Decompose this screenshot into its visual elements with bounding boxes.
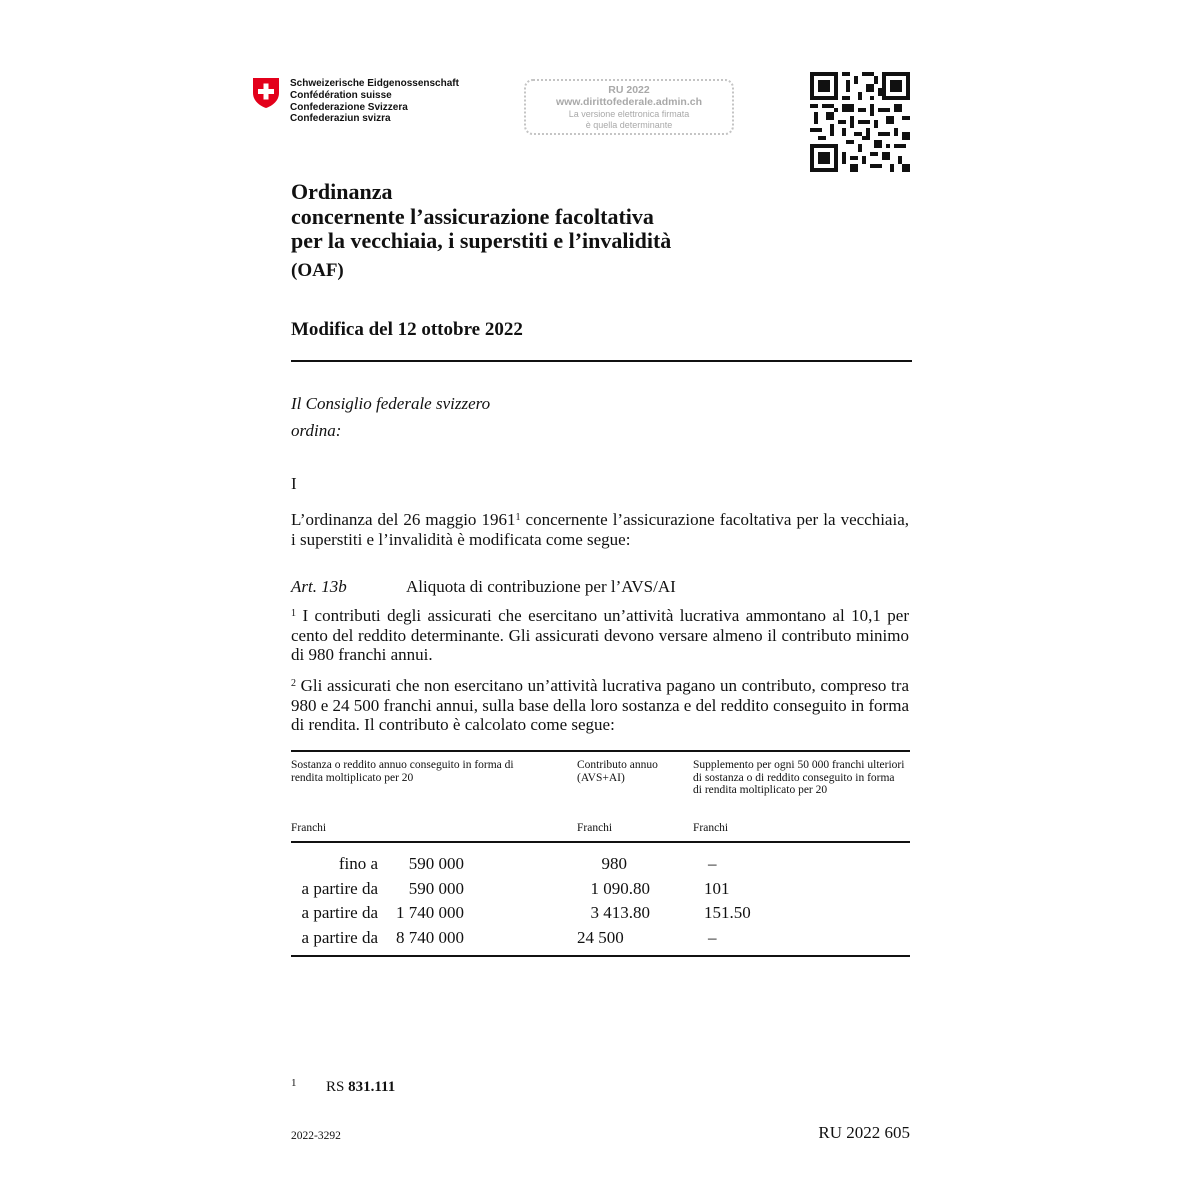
section-number: I bbox=[291, 474, 297, 493]
table-cell-contribution: 1 090.80 bbox=[590, 878, 650, 898]
footnote-reference[interactable]: 831.111 bbox=[348, 1079, 396, 1095]
paragraph-text: I contributi degli assicurati che esercitano un’attività lucrativa ammontano al 10,1 per cento del reddito determinante. Gli assicurati devono versare almeno il contributo minimo di 980 franchi annui. bbox=[291, 606, 910, 664]
preamble bbox=[291, 390, 490, 444]
signature-stamp bbox=[524, 79, 734, 135]
table-bottom-rule bbox=[291, 955, 910, 957]
page-reference: RU 2022 605 bbox=[818, 1123, 910, 1142]
intro-paragraph bbox=[291, 510, 909, 549]
table-cell-amount: 590 000 bbox=[408, 854, 464, 873]
title-line-1: Ordinanza bbox=[291, 179, 393, 204]
table-cell-contribution: 24 500 bbox=[577, 927, 624, 947]
title-abbreviation: (OAF) bbox=[291, 259, 344, 281]
footnote-ref[interactable]: 1 bbox=[515, 512, 521, 523]
table-cell-prefix: a partire da bbox=[301, 927, 378, 947]
table-top-rule bbox=[291, 750, 910, 752]
paragraph-number: 2 bbox=[291, 678, 296, 689]
table-header-supplement: Supplemento per ogni 50 000 franchi ulteriori di sostanza o di reddito conseguito in forma di rendita moltiplicato per 20 bbox=[693, 759, 905, 796]
confederation-line-de: Schweizerische Eidgenossenschaft bbox=[290, 78, 459, 89]
confederation-line-fr: Confédération suisse bbox=[290, 89, 392, 101]
paragraph-text: Gli assicurati che non esercitano un’attività lucrativa pagano un contributo, compreso tra 980 e 24 500 franchi annui, sulla base della loro sostanza e del reddito conseguito in forma di rendita. Il contributo è calcolato come segue: bbox=[291, 676, 909, 734]
intro-text-end: concernente l’assicurazione facoltativa per la vecchiaia, i superstiti e l’invalidità è modificata come segue: bbox=[291, 510, 909, 549]
stamp-url[interactable]: www.dirittofederale.admin.ch bbox=[555, 96, 703, 108]
table-cell-amount: 1 740 000 bbox=[396, 903, 464, 922]
article-heading bbox=[291, 577, 676, 597]
intro-text-start: L’ordinanza del 26 maggio 1961 bbox=[291, 510, 516, 529]
qr-code-icon bbox=[810, 72, 910, 172]
footnote-number: 1 bbox=[291, 1077, 297, 1089]
document-title bbox=[291, 180, 671, 283]
table-unit-supplement: Franchi bbox=[693, 822, 729, 834]
table-header-wealth: Sostanza o reddito annuo conseguito in forma di rendita moltiplicato per 20 bbox=[291, 759, 514, 784]
title-divider bbox=[291, 360, 912, 362]
table-cell-contribution: 980 bbox=[601, 854, 627, 873]
article-title: Aliquota di contribuzione per l’AVS/AI bbox=[406, 577, 676, 596]
title-line-2: concernente l’assicurazione facoltativa bbox=[291, 203, 654, 229]
modification-date: Modifica del 12 ottobre 2022 bbox=[291, 319, 523, 340]
stamp-line-1: RU 2022 bbox=[608, 84, 650, 96]
table-header-contribution: Contributo annuo (AVS+AI) bbox=[577, 759, 658, 784]
table-unit-wealth: Franchi bbox=[291, 822, 327, 834]
table-cell-supplement: – bbox=[708, 854, 717, 873]
table-cell-amount: 590 000 bbox=[408, 878, 464, 898]
preamble-ordains: ordina: bbox=[291, 421, 342, 440]
table-cell-prefix: fino a bbox=[338, 854, 378, 873]
table-cell-supplement: – bbox=[708, 927, 717, 947]
article-paragraph-1 bbox=[291, 606, 909, 665]
table-cell-supplement: 151.50 bbox=[704, 903, 751, 922]
swiss-cross-icon bbox=[252, 77, 280, 109]
table-header-rule bbox=[291, 841, 910, 843]
footnote-prefix: RS bbox=[326, 1079, 349, 1095]
table-cell-prefix: a partire da bbox=[301, 903, 378, 922]
footnote-text bbox=[326, 1079, 395, 1096]
document-id: 2022-3292 bbox=[291, 1130, 341, 1142]
confederation-name bbox=[290, 78, 459, 125]
table-cell-supplement: 101 bbox=[704, 878, 730, 898]
stamp-line-3: La versione elettronica firmata bbox=[568, 109, 690, 119]
stamp-line-4: è quella determinante bbox=[585, 120, 673, 130]
table-cell-amount: 8 740 000 bbox=[396, 927, 464, 947]
table-unit-contribution: Franchi bbox=[577, 822, 613, 834]
title-line-3: per la vecchiaia, i superstiti e l’invalidità bbox=[291, 228, 672, 253]
table-cell-prefix: a partire da bbox=[301, 878, 378, 898]
article-paragraph-2 bbox=[291, 676, 909, 735]
table-cell-contribution: 3 413.80 bbox=[590, 903, 650, 922]
article-number: Art. 13b bbox=[291, 577, 347, 596]
paragraph-number: 1 bbox=[291, 608, 296, 619]
preamble-issuer: Il Consiglio federale svizzero bbox=[291, 394, 491, 413]
confederation-line-rm: Confederaziun svizra bbox=[290, 113, 391, 125]
confederation-line-it: Confederazione Svizzera bbox=[290, 101, 408, 113]
